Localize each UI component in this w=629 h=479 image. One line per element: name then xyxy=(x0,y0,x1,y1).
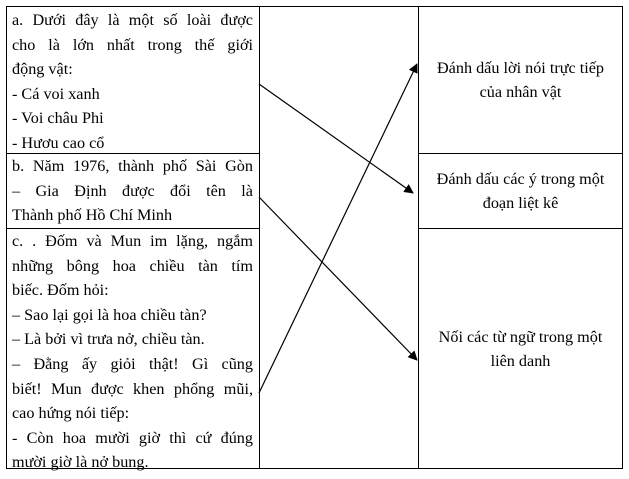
text-line: biếc. Đốm hỏi: xyxy=(12,281,109,300)
arrow-b-to-3 xyxy=(259,197,417,360)
text-line: – Là bởi vì trưa nở, chiều tàn. xyxy=(12,330,205,349)
text-line: c. . Đốm và Mun im lặng, ngắm xyxy=(12,232,253,250)
text-line: Đánh dấu các ý trong một xyxy=(436,170,605,188)
right-item-1 xyxy=(419,7,622,153)
left-item-c xyxy=(7,229,259,472)
text-line: b. Năm 1976, thành phố Sài Gòn xyxy=(12,157,253,175)
text-line: Nối các từ ngữ trong một xyxy=(438,327,603,346)
text-line: đoạn liệt kê xyxy=(482,194,559,212)
right-item-3 xyxy=(419,229,622,468)
arrow-c-to-1 xyxy=(259,64,417,393)
text-line: của nhân vật xyxy=(479,83,562,101)
left-item-b xyxy=(7,154,259,228)
text-line: a. Dưới đây là một số loài được xyxy=(12,11,253,29)
arrow-a-to-2 xyxy=(259,84,413,193)
text-line: Đánh dấu lời nói trực tiếp xyxy=(436,59,605,77)
text-line: - Hươu cao cổ xyxy=(12,133,105,152)
text-line: – Sao lại gọi là hoa chiều tàn? xyxy=(12,305,207,324)
text-line: Thành phố Hồ Chí Minh xyxy=(12,206,173,225)
text-line: – Đằng ấy giỏi thật! Gì cũng xyxy=(12,354,253,373)
text-line: động vật: xyxy=(12,60,73,79)
text-line: những bông hoa chiều tàn tím xyxy=(12,256,253,275)
text-line: cao hứng nói tiếp: xyxy=(12,404,130,423)
text-line: liên danh xyxy=(490,351,551,370)
text-line: – Gia Định được đổi tên là xyxy=(12,181,253,200)
left-item-a xyxy=(7,8,259,153)
right-item-2 xyxy=(419,154,622,228)
text-line: mười giờ là nở bung. xyxy=(12,453,149,472)
text-line: cho là lớn nhất trong thế giới xyxy=(12,35,253,54)
text-line: - Còn hoa mười giờ thì cứ đúng xyxy=(12,428,253,447)
text-line: - Cá voi xanh xyxy=(12,84,100,103)
text-line: biết! Mun được khen phổng mũi, xyxy=(12,379,253,398)
text-line: - Voi châu Phi xyxy=(12,109,104,128)
